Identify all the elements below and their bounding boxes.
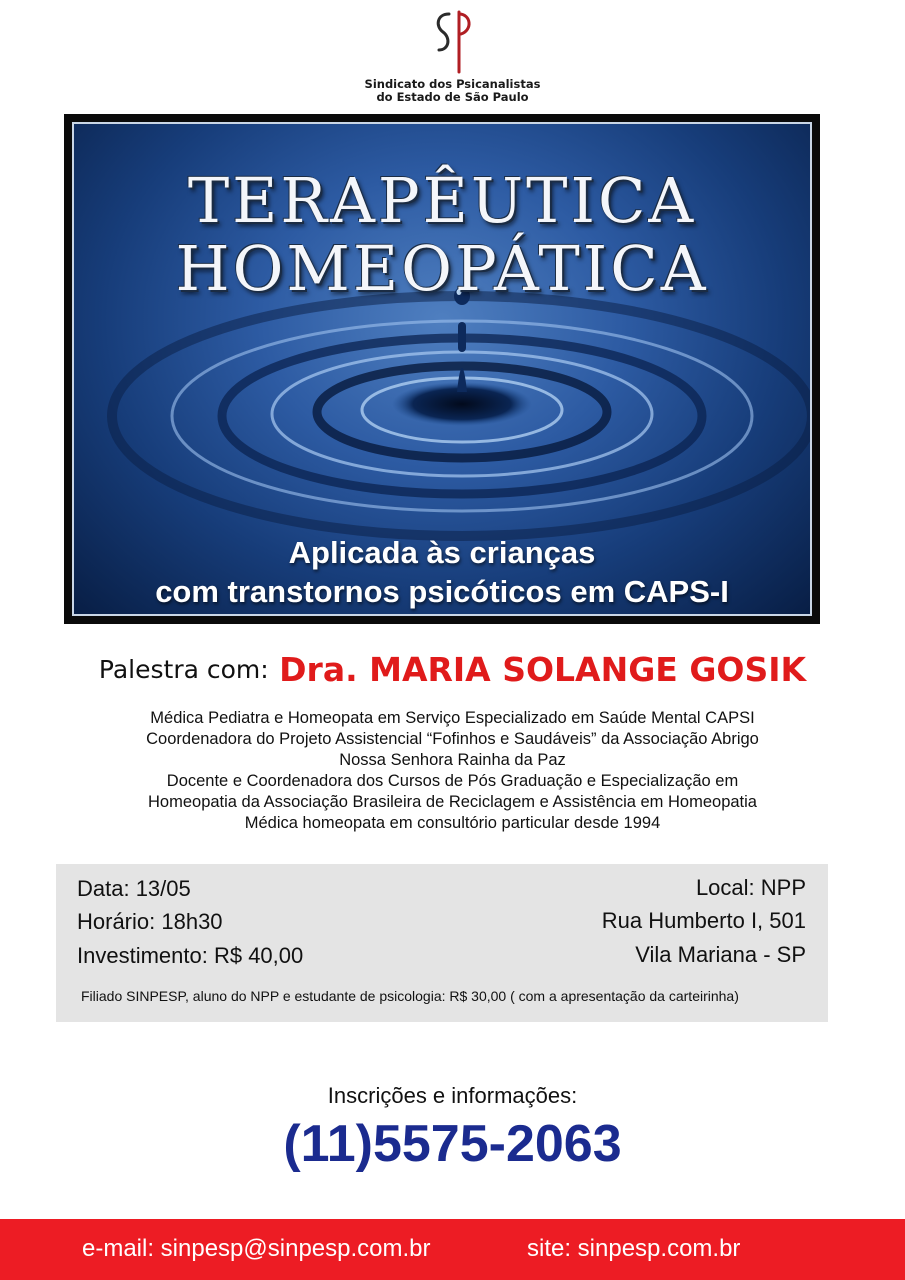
bio-line: Docente e Coordenadora dos Cursos de Pós Graduação e Especialização em — [166, 772, 739, 790]
event-district: Vila Mariana - SP — [635, 942, 806, 967]
event-date: Data: 13/05 — [77, 876, 191, 901]
speaker-lead: Palestra com: — [98, 655, 269, 684]
speaker-heading — [0, 650, 905, 689]
footer-site[interactable]: site: sinpesp.com.br — [527, 1235, 741, 1262]
bio-line: Médica Pediatra e Homeopata em Serviço Especializado em Saúde Mental CAPSI — [150, 709, 755, 727]
event-venue: Local: NPP — [695, 875, 806, 900]
sp-monogram-icon — [433, 10, 473, 74]
bio-line: Nossa Senhora Rainha da Paz — [339, 751, 566, 769]
bio-line: Coordenadora do Projeto Assistencial “Fofinhos e Saudáveis” da Associação Abrigo — [146, 730, 759, 748]
subtitle-line-2: com transtornos psicóticos em CAPS-I — [155, 574, 729, 609]
footer-bar — [0, 1219, 905, 1280]
footer-email[interactable]: e-mail: sinpesp@sinpesp.com.br — [82, 1235, 431, 1262]
contact-phone[interactable]: (11)5575-2063 — [283, 1115, 622, 1173]
bio-line: Médica homeopata em consultório particular desde 1994 — [244, 814, 661, 832]
discount-note: Filiado SINPESP, aluno do NPP e estudante de psicologia: R$ 30,00 ( com a apresentação da carteirinha) — [81, 988, 739, 1004]
bio-line: Homeopatia da Associação Brasileira de Reciclagem e Assistência em Homeopatia — [148, 793, 757, 811]
logo-line-1: Sindicato dos Psicanalistas — [364, 77, 541, 91]
speaker-name: Dra. MARIA SOLANGE GOSIK — [279, 650, 807, 689]
event-info-box — [56, 864, 828, 1022]
title-line-2: HOMEOPÁTICA — [175, 232, 709, 305]
logo-line-2: do Estado de São Paulo — [376, 90, 529, 104]
title-line-1: TERAPÊUTICA — [187, 164, 697, 237]
contact-label: Inscrições e informações: — [327, 1083, 578, 1108]
event-time: Horário: 18h30 — [77, 909, 223, 934]
sinpesp-logo — [0, 10, 905, 104]
event-address: Rua Humberto I, 501 — [601, 908, 806, 933]
speaker-bio — [0, 708, 905, 834]
water-drop-image — [72, 122, 812, 616]
event-price: Investimento: R$ 40,00 — [77, 943, 304, 968]
subtitle-line-1: Aplicada às crianças — [288, 535, 596, 570]
hero-banner — [64, 114, 820, 624]
